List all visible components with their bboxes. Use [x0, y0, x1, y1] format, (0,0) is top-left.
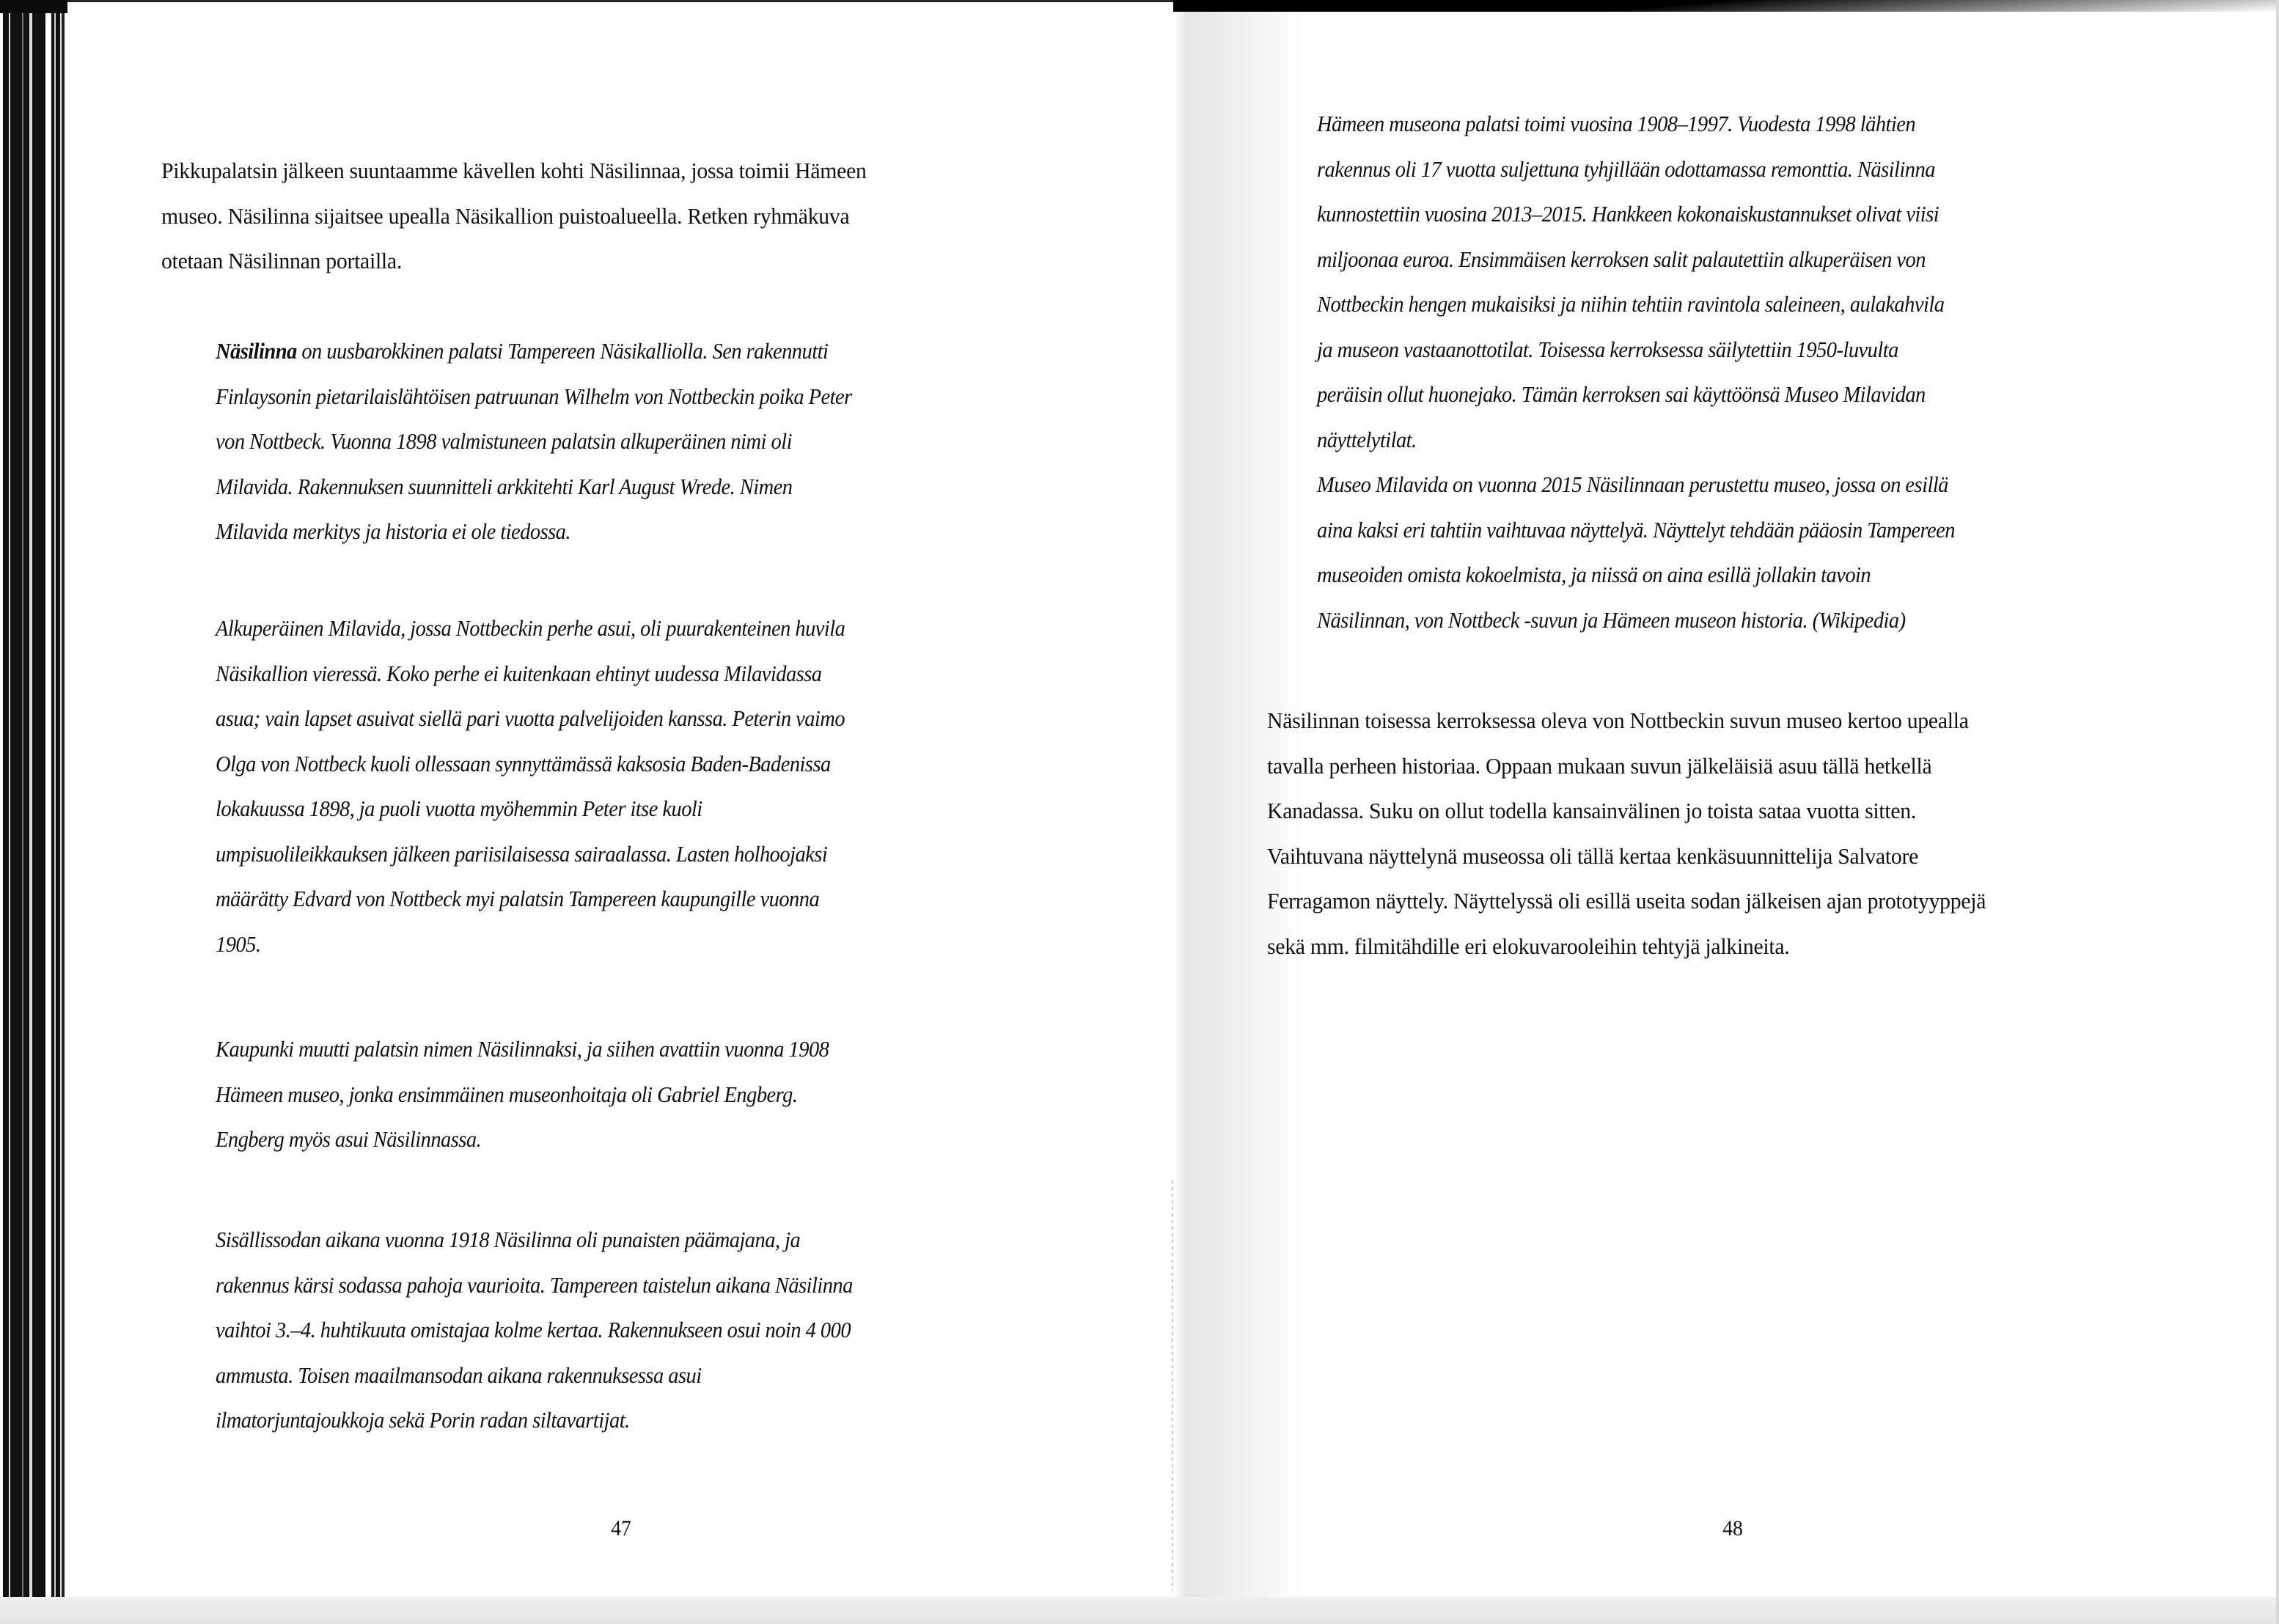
text-line: otetaan Näsilinnan portailla.: [161, 248, 402, 273]
book-cover-corner: [0, 0, 67, 13]
text-line: kunnostettiin vuosina 2013–2015. Hankkeen kokonaiskustannukset olivat viisi: [1317, 201, 1939, 227]
text-line: ammusta. Toisen maailmansodan aikana rakennuksessa asui: [216, 1362, 702, 1388]
text-line: ja museon vastaanottotilat. Toisessa kerroksessa säilytettiin 1950-luvulta: [1317, 336, 1898, 362]
text-line: rakennus oli 17 vuotta suljettuna tyhjillään odottamassa remonttia. Näsilinna: [1317, 155, 1935, 182]
text-line: lokakuussa 1898, ja puoli vuotta myöhemmin Peter itse kuoli: [216, 796, 702, 821]
text-line: [216, 328, 852, 374]
text-line: miljoonaa euroa. Ensimmäisen kerroksen salit palautettiin alkuperäisen von: [1317, 246, 1926, 272]
text-line: museo. Näsilinna sijaitsee upealla Näsikallion puistoalueella. Retken ryhmäkuva: [161, 202, 850, 229]
paragraph-original-milavida: [216, 606, 845, 966]
text-fragment: on uusbarokkinen palatsi Tampereen Näsikalliolla. Sen rakennutti: [296, 338, 829, 364]
text-line: Näsilinnan toisessa kerroksessa oleva von Nottbeckin suvun museo kertoo upealla: [1267, 708, 1969, 733]
scanner-bottom-edge: [0, 1597, 2279, 1624]
text-line: Sisällissodan aikana vuonna 1918 Näsilinna oli punaisten päämajana, ja: [216, 1227, 801, 1252]
text-line: Ferragamon näyttely. Näyttelyssä oli esillä useita sodan jälkeisen ajan prototyyppejä: [1267, 888, 1986, 914]
text-line: Hämeen museona palatsi toimi vuosina 1908–1997. Vuodesta 1998 lähtien: [1317, 111, 1916, 136]
paragraph-renaming: [216, 1026, 829, 1162]
page-number-left: 47: [611, 1516, 631, 1540]
text-line: peräisin ollut huonejako. Tämän kerroksen sai käyttöönsä Museo Milavidan: [1317, 381, 1926, 407]
text-line: ilmatorjuntajoukkoja sekä Porin radan siltavartijat.: [216, 1407, 630, 1433]
text-line: Kanadassa. Suku on ollut todella kansainvälinen jo toista sataa vuotta sitten.: [1267, 798, 1917, 823]
paragraph-intro: [161, 148, 867, 284]
text-line: Vaihtuvana näyttelynä museossa oli tällä kertaa kenkäsuunnittelija Salvatore: [1267, 842, 1918, 869]
text-line: Finlaysonin pietarilaislähtöisen patruunan Wilhelm von Nottbeckin poika Peter: [216, 383, 852, 409]
right-page: [1173, 0, 2279, 1597]
text-line: Olga von Nottbeck kuoli ollessaan synnyttämässä kaksosia Baden-Badenissa: [216, 750, 831, 776]
page-number-right: 48: [1722, 1516, 1743, 1540]
text-line: Alkuperäinen Milavida, jossa Nottbeckin perhe asui, oli puurakenteinen huvila: [216, 615, 845, 641]
text-line: rakennus kärsi sodassa pahoja vaurioita. Tampereen taistelun aikana Näsilinna: [216, 1271, 853, 1298]
text-line: asua; vain lapset asuivat siellä pari vuotta palvelijoiden kanssa. Peterin vaimo: [216, 705, 845, 731]
text-line: museoiden omista kokoelmista, ja niissä on aina esillä jollakin tavoin: [1317, 562, 1871, 587]
paragraph-museum-visit: [1267, 698, 1986, 969]
text-line: Museo Milavida on vuonna 2015 Näsilinnaan perustettu museo, jossa on esillä: [1317, 471, 1948, 497]
text-line: 1905.: [216, 930, 261, 957]
bold-term: Näsilinna: [216, 338, 297, 364]
text-line: vaihtoi 3.–4. huhtikuuta omistajaa kolme kertaa. Rakennukseen osui noin 4 000: [216, 1317, 851, 1342]
paragraph-civil-war: [216, 1217, 853, 1443]
text-line: Näsilinnan, von Nottbeck -suvun ja Hämeen museon historia. (Wikipedia): [1317, 606, 1906, 633]
text-line: umpisuolileikkauksen jälkeen pariisilaisessa sairaalassa. Lasten holhoojaksi: [216, 840, 828, 867]
text-line: von Nottbeck. Vuonna 1898 valmistuneen palatsin alkuperäinen nimi oli: [216, 428, 792, 454]
text-line: Kaupunki muutti palatsin nimen Näsilinnaksi, ja siihen avattiin vuonna 1908: [216, 1036, 829, 1062]
left-page: [67, 0, 1173, 1597]
text-line: Näsikallion vieressä. Koko perhe ei kuitenkaan ehtinyt uudessa Milavidassa: [216, 660, 822, 686]
text-line: Milavida. Rakennuksen suunnitteli arkkitehti Karl August Wrede. Nimen: [216, 473, 793, 499]
text-line: Pikkupalatsin jälkeen suuntaamme kävellen kohti Näsilinnaa, jossa toimii Hämeen: [161, 158, 867, 183]
text-line: Milavida merkitys ja historia ei ole tiedossa.: [216, 518, 570, 544]
text-line: näyttelytilat.: [1317, 426, 1417, 452]
text-line: Engberg myös asui Näsilinnassa.: [216, 1126, 482, 1152]
text-line: aina kaksi eri tahtiin vaihtuvaa näyttelyä. Näyttelyt tehdään pääosin Tampereen: [1317, 516, 1955, 543]
book-page-edges: [0, 0, 67, 1624]
text-line: Hämeen museo, jonka ensimmäinen museonhoitaja oli Gabriel Engberg.: [216, 1081, 798, 1107]
text-line: tavalla perheen historiaa. Oppaan mukaan suvun jälkeläisiä asuu tällä hetkellä: [1267, 752, 1932, 779]
text-line: sekä mm. filmitähdille eri elokuvarooleihin tehtyjä jalkineita.: [1267, 933, 1790, 959]
paragraph-museum-history: [1317, 101, 1955, 642]
paragraph-nasilinna-description: [216, 328, 852, 554]
text-line: Nottbeckin hengen mukaisiksi ja niihin tehtiin ravintola saleineen, aulakahvila: [1317, 291, 1945, 317]
text-line: määrätty Edvard von Nottbeck myi palatsin Tampereen kaupungille vuonna: [216, 886, 820, 911]
